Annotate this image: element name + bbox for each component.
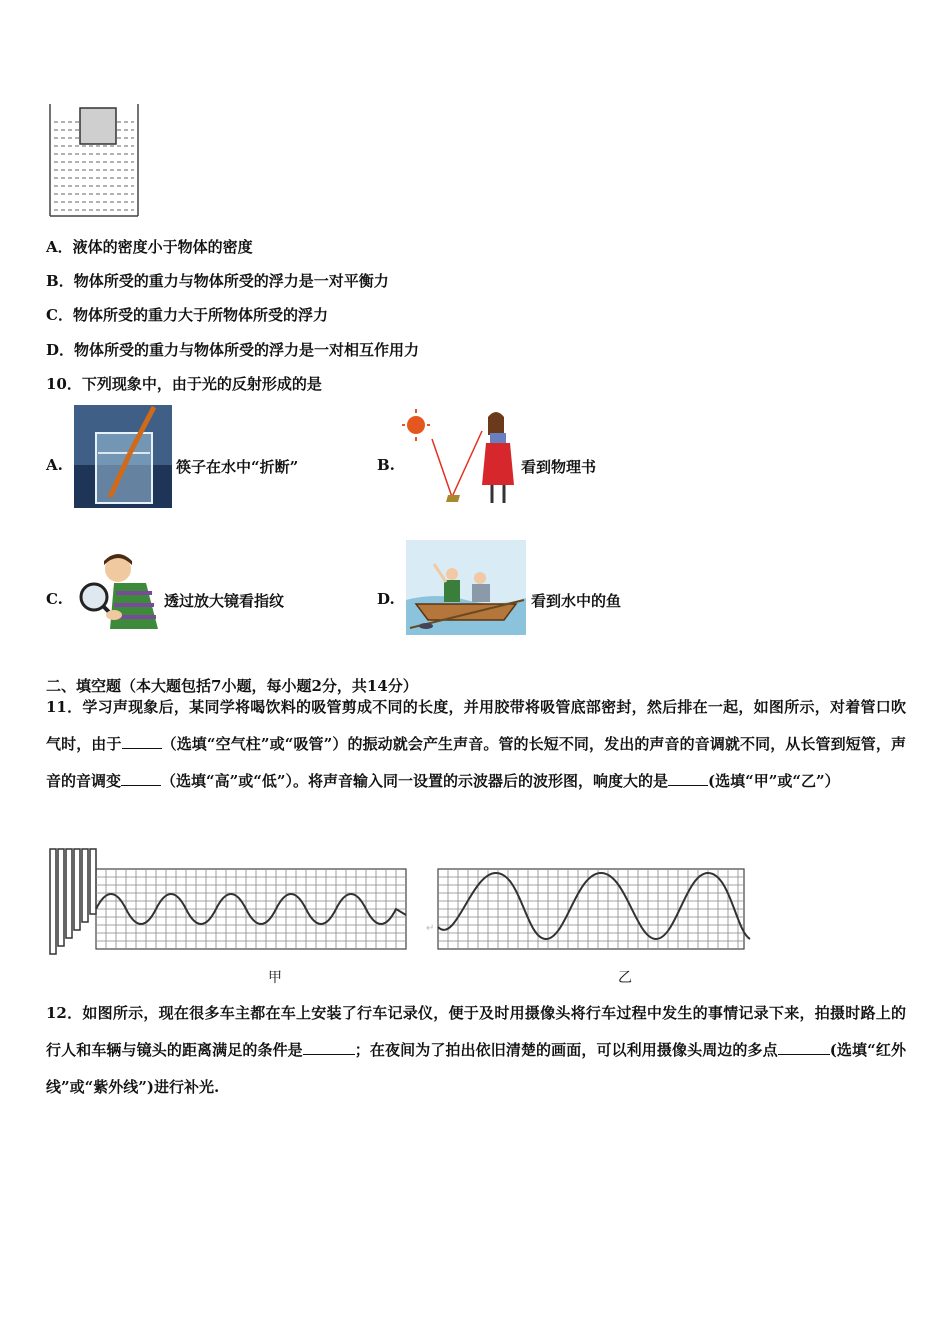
- q12-blank-2[interactable]: [778, 1040, 830, 1055]
- q9-option-d: D．物体所受的重力与物体所受的浮力是一对相互作用力: [46, 341, 420, 359]
- people-in-boat-image: [406, 540, 526, 635]
- q10-option-c-letter: C.: [46, 590, 63, 608]
- q9-option-a: A．液体的密度小于物体的密度: [46, 238, 253, 256]
- q11-text: 11．学习声现象后，某同学将喝饮料的吸管剪成不同的长度，并用胶带将吸管底部密封，然后排在一起，如图所示，对着管口吹气时，由于 （选填“空气柱”或“吸管”）的振动就会产生声音。管的长短不同，发出的声音的音调就不同，从长管到短管，声音的音调变 （选填“高”或“低”）。将声音输入同一设置的示波器后的波形图，响度大的是 (选填“甲”或“乙”）: [46, 698, 906, 790]
- waveform-jia-grid: [96, 869, 406, 949]
- q10-option-d-text: 看到水中的鱼: [531, 592, 622, 610]
- chopstick-in-water-image: [74, 405, 172, 508]
- magnifier-icon: [81, 584, 107, 610]
- q11-blank-3[interactable]: [668, 771, 708, 786]
- sun-icon: [407, 416, 425, 434]
- q10-option-b-text: 看到物理书: [521, 458, 597, 476]
- q11-label-jia: 甲: [268, 970, 282, 986]
- q10-option-b-letter: B.: [377, 456, 395, 474]
- q11-blank-1[interactable]: [122, 734, 162, 749]
- girl-reading-book-image: [402, 405, 518, 508]
- q12-text: 12．如图所示，现在很多车主都在车上安装了行车记录仪，便于及时用摄像头将行车过程中发生的事情记录下来，拍摄时路上的行人和车辆与镜头的距离满足的条件是 ；在夜间为了拍出依旧清楚的画面，可以利用摄像头周边的多点 (选填“红外线”或“紫外线”)进行补光.: [46, 1004, 906, 1096]
- q10-option-d-letter: D.: [377, 590, 395, 608]
- waveform-yi-grid: [438, 869, 744, 949]
- q12-blank-1[interactable]: [303, 1040, 355, 1055]
- svg-text:↵: ↵: [426, 923, 435, 934]
- boy-with-magnifier-image: [74, 553, 160, 631]
- q9-option-b: B．物体所受的重力与物体所受的浮力是一对平衡力: [46, 272, 389, 290]
- q9-figure: [46, 100, 142, 220]
- section-2-title: 二、填空题（本大题包括7小题，每小题2分，共14分）: [46, 677, 418, 695]
- straws-drawing: [50, 849, 96, 954]
- q10-option-a-letter: A.: [46, 456, 63, 474]
- q11-label-yi: 乙: [618, 970, 632, 986]
- q9-option-c: C．物体所受的重力大于所物体所受的浮力: [46, 306, 328, 324]
- q10-option-c-text: 透过放大镜看指纹: [164, 592, 285, 610]
- q11-figure: [46, 845, 756, 990]
- q11-blank-2[interactable]: [121, 771, 161, 786]
- waveform-yi: [438, 873, 750, 939]
- q10-stem: 10．下列现象中，由于光的反射形成的是: [46, 375, 322, 393]
- q10-option-a-text: 筷子在水中“折断”: [176, 458, 299, 476]
